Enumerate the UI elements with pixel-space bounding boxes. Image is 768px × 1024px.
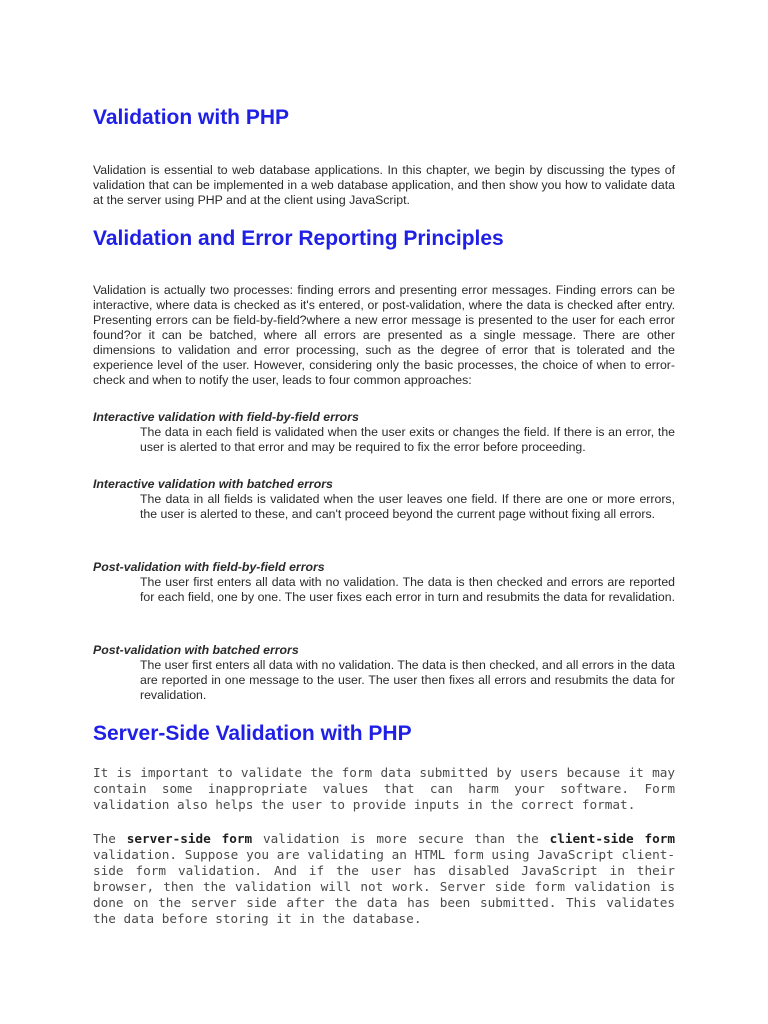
server-paragraph-1: It is important to validate the form data submitted by users because it may contain some inappropriate values that can harm your software. Form validation also helps the user to provide inputs in the correct format. xyxy=(93,765,675,812)
client-side-form-term: client-side form xyxy=(549,831,675,846)
server-paragraph-2-lead: The xyxy=(93,831,127,846)
approach-description: The user first enters all data with no validation. The data is then checked, and all errors in the data are reported in one message to the user. The user then fixes all errors and resubmits the data for revalidation. xyxy=(140,658,675,702)
approach-term: Interactive validation with batched errors xyxy=(93,477,333,491)
approach-term: Post-validation with field-by-field errors xyxy=(93,560,325,574)
server-paragraph-2-rest: validation. Suppose you are validating an HTML form using JavaScript client-side form validation. And if the user has disabled JavaScript in their browser, then the validation will not work. Server side form validation is done on the server side after the data has been submitted. This validates the data before storing it in the database. xyxy=(93,847,675,926)
heading-server-side-validation: Server-Side Validation with PHP xyxy=(93,722,412,745)
heading-validation-with-php: Validation with PHP xyxy=(93,106,290,129)
heading-validation-principles: Validation and Error Reporting Principles xyxy=(93,227,504,250)
server-paragraph-2 xyxy=(93,831,675,927)
server-paragraph-2-middle: validation is more secure than the xyxy=(252,831,550,846)
server-side-form-term: server-side form xyxy=(126,831,253,846)
approach-term: Post-validation with batched errors xyxy=(93,643,299,657)
approach-description: The data in all fields is validated when the user leaves one field. If there are one or more errors, the user is alerted to these, and can't proceed beyond the current page without fixing all errors. xyxy=(140,492,675,521)
approach-description: The user first enters all data with no validation. The data is then checked and errors are reported for each field, one by one. The user fixes each error in turn and resubmits the data for revalidation. xyxy=(140,575,675,604)
approach-term: Interactive validation with field-by-field errors xyxy=(93,410,359,424)
principles-paragraph: Validation is actually two processes: finding errors and presenting error messages. Finding errors can be interactive, where data is checked as it's entered, or post-validation, where the data is checked after entry. Presenting errors can be field-by-field?where a new error message is presented to the user for each error found?or it can be batched, where all errors are presented as a single message. There are other dimensions to validation and error processing, such as the degree of error that is tolerated and the experience level of the user. However, considering only the basic processes, the choice of when to error-check and when to notify the user, leads to four common approaches: xyxy=(93,283,675,387)
approach-description: The data in each field is validated when the user exits or changes the field. If there is an error, the user is alerted to that error and may be required to fix the error before proceeding. xyxy=(140,425,675,454)
intro-paragraph: Validation is essential to web database applications. In this chapter, we begin by discussing the types of validation that can be implemented in a web database application, and then show you how to validate data at the server using PHP and at the client using JavaScript. xyxy=(93,163,675,207)
